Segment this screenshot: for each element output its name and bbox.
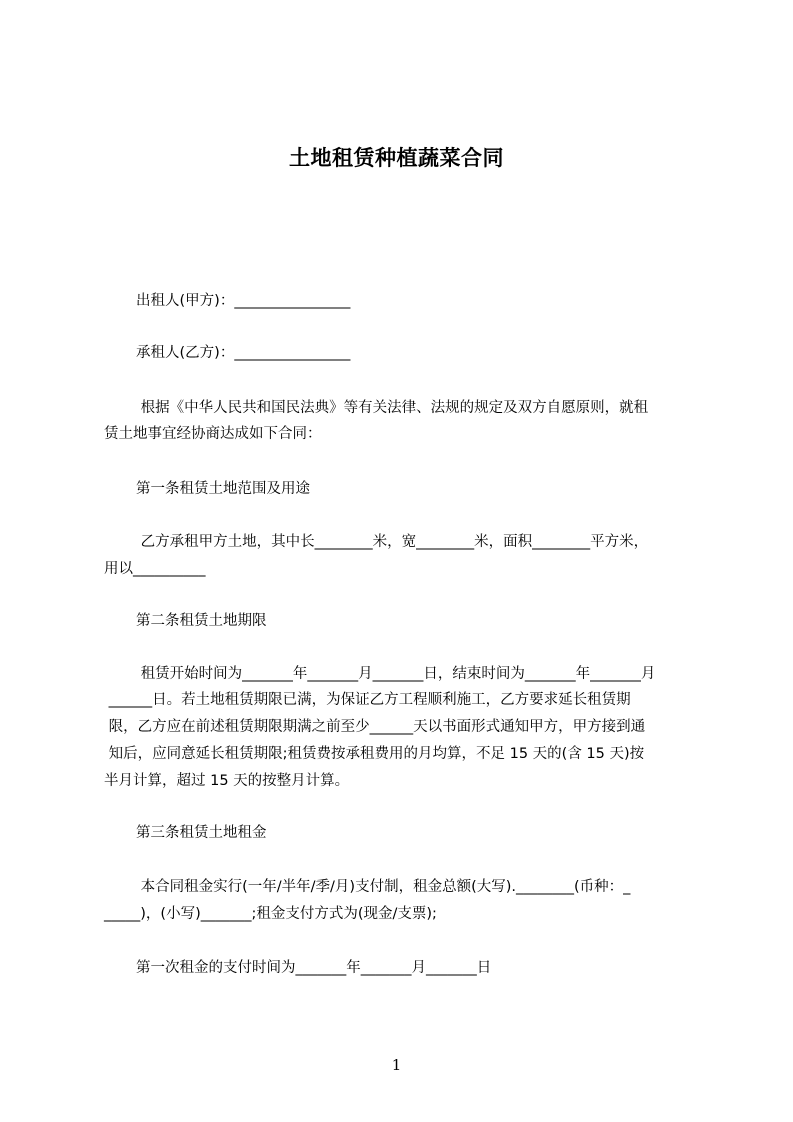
article1-line-2: 用以__________ — [104, 561, 206, 577]
article3-heading: 第三条租赁土地租金 — [136, 825, 267, 841]
first-payment-line: 第一次租金的支付时间为_______年_______月_______日 — [136, 960, 492, 976]
article3-line-1: 本合同租金实行(一年/半年/季/月)支付制，租金总额(大写).________(币种：_ — [136, 879, 631, 895]
article1-line-1: 乙方承租甲方土地，其中长________米，宽________米，面积________平方米， — [136, 534, 649, 550]
article2-line-2: ______日。若土地租赁期限已满，为保证乙方工程顺利施工，乙方要求延长租赁期 — [104, 692, 631, 708]
lessee-line: 承租人(乙方)：________________ — [136, 345, 351, 361]
article1-heading: 第一条租赁土地范围及用途 — [136, 481, 310, 497]
article2-line-1: 租赁开始时间为_______年_______月_______日，结束时间为_______年_______月 — [136, 666, 656, 682]
preamble-line-1: 根据《中华人民共和国民法典》等有关法律、法规的规定及双方自愿原则，就租 — [136, 400, 649, 416]
article2-line-4: 知后，应同意延长租赁期限;租赁费按承租费用的月均算，不足 15 天的(含 15 天)按 — [104, 746, 645, 762]
preamble-line-2: 赁土地事宜经协商达成如下合同： — [104, 426, 322, 442]
article2-heading: 第二条租赁土地期限 — [136, 613, 267, 629]
article2-line-5: 半月计算，超过 15 天的按整月计算。 — [104, 773, 350, 789]
lessor-line: 出租人(甲方)：________________ — [136, 293, 351, 309]
page-title: 土地租赁种植蔬菜合同 — [289, 146, 504, 170]
page-number: 1 — [391, 1056, 402, 1074]
article2-line-3: 限，乙方应在前述租赁期限期满之前至少______天以书面形式通知甲方，甲方接到通 — [104, 719, 646, 735]
article3-line-2: _____)，(小写)_______;租金支付方式为(现金/支票); — [104, 906, 437, 922]
